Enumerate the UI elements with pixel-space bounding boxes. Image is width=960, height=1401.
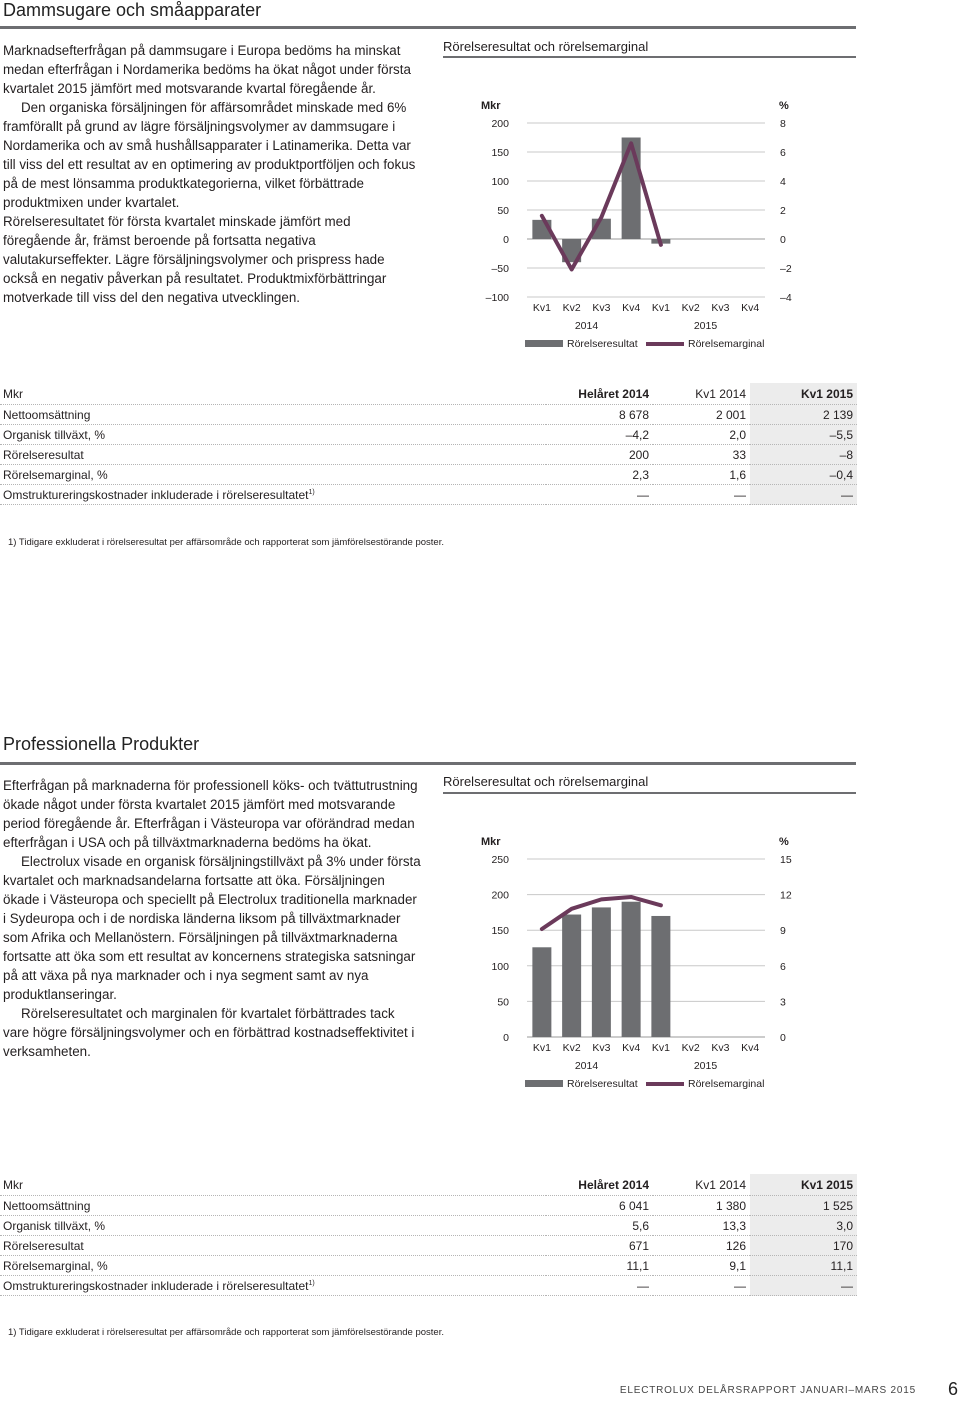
table-cell: —	[546, 485, 653, 505]
operating-income-chart	[443, 796, 856, 1096]
axis-unit-left: Mkr	[481, 100, 501, 112]
table-cell: –4,2	[546, 425, 653, 445]
table-cell: 33	[653, 445, 750, 465]
table-cell: 2,0	[653, 425, 750, 445]
axis-unit-right: %	[779, 836, 789, 848]
y-tick-label-left: 0	[503, 1032, 509, 1044]
row-label-text: Omstruktureringskostnader inkluderade i rörelseresultatet	[3, 487, 309, 502]
legend-swatch-bar	[525, 340, 563, 347]
row-label: Rörelsemarginal, %	[0, 1256, 546, 1276]
table-cell: –5,5	[750, 425, 857, 445]
table-cell: 2 139	[750, 405, 857, 425]
y-tick-label-left: –100	[485, 292, 509, 304]
footnote-marker: 1)	[308, 1279, 315, 1287]
year-label: 2014	[574, 1060, 599, 1072]
paragraph: Electrolux visade en organisk försäljningstillväxt på 3% under första kvartalet och marknadsandelarna fortsatte att öka. Försäljningen ökade i Västeuropa och speciellt på Electrolux traditionella marknader i Sydeuropa och i de nordiska länderna liksom på tillväxtmarknader som Afrika och Mellanöstern. Försäljningen på tillväxtmarknaderna fortsatte att öka som ett resultat av koncernens strategiska satsningar på att växa på nya marknader och i nya segment samt av nya produktlanseringar.	[3, 854, 421, 1002]
legend-label: Rörelseresultat	[567, 1078, 638, 1090]
legend-label: Rörelsemarginal	[688, 338, 765, 350]
y-tick-label-left: 250	[491, 854, 509, 866]
table-row	[0, 485, 857, 505]
y-tick-label-right: 3	[780, 996, 786, 1009]
table-cell: 1,6	[653, 465, 750, 485]
x-tick-label: Kv3	[711, 1042, 730, 1054]
x-tick-label: Kv4	[741, 1042, 760, 1054]
y-tick-label-right: –4	[780, 292, 792, 304]
table-cell: 8 678	[546, 405, 653, 425]
y-tick-label-right: 0	[780, 1032, 786, 1044]
chart-title: Rörelseresultat och rörelsemarginal	[443, 39, 649, 54]
y-tick-label-right: 15	[780, 854, 792, 866]
chart-divider	[443, 56, 856, 58]
operating-income-chart	[443, 60, 856, 360]
column-header: Kv1 2015	[750, 1174, 857, 1196]
legend-label: Rörelseresultat	[567, 338, 638, 350]
column-header: Helåret 2014	[546, 1174, 653, 1196]
year-label: 2015	[693, 1060, 718, 1072]
x-tick-label: Kv3	[711, 302, 730, 314]
x-tick-label: Kv3	[592, 302, 611, 314]
x-tick-label: Kv2	[562, 1042, 581, 1054]
kpi-table	[0, 383, 857, 505]
table-row	[0, 405, 857, 425]
y-tick-label-right: 6	[780, 960, 786, 973]
row-label: Rörelsemarginal, %	[0, 465, 546, 485]
table-cell: 3,0	[750, 1216, 857, 1236]
table-cell: —	[653, 1276, 750, 1296]
table-row	[0, 465, 857, 485]
table-cell: —	[653, 485, 750, 505]
y-tick-label-left: 50	[497, 205, 509, 217]
row-label	[0, 1276, 546, 1296]
legend-swatch-line	[646, 1082, 684, 1086]
y-tick-label-left: 100	[491, 960, 509, 973]
table-row	[0, 1236, 857, 1256]
table-cell: 2 001	[653, 405, 750, 425]
table-cell: 11,1	[750, 1256, 857, 1276]
x-tick-label: Kv4	[622, 1042, 641, 1054]
axis-unit-left: Mkr	[481, 836, 501, 848]
row-label: Rörelseresultat	[0, 1236, 546, 1256]
section-body	[3, 41, 421, 307]
table-row	[0, 445, 857, 465]
x-tick-label: Kv2	[681, 302, 700, 314]
x-tick-label: Kv2	[562, 302, 581, 314]
table-cell: 170	[750, 1236, 857, 1256]
table-row	[0, 1256, 857, 1276]
row-label: Organisk tillväxt, %	[0, 1216, 546, 1236]
y-tick-label-left: –50	[491, 263, 509, 275]
row-label-text: Omstruktureringskostnader inkluderade i rörelseresultatet	[3, 1278, 309, 1293]
legend-label: Rörelsemarginal	[688, 1078, 765, 1090]
table-cell: —	[750, 485, 857, 505]
column-header: Mkr	[0, 383, 546, 405]
column-header: Mkr	[0, 1174, 546, 1196]
y-tick-label-left: 150	[491, 925, 509, 938]
table-footnote: 1) Tidigare exkluderat i rörelseresultat per affärsområde och rapporterat som jämförelsestörande poster.	[8, 537, 444, 548]
y-tick-label-right: 12	[780, 889, 792, 902]
x-tick-label: Kv2	[681, 1042, 700, 1054]
table-header-row	[0, 383, 857, 405]
x-tick-label: Kv1	[532, 1042, 551, 1054]
year-label: 2014	[574, 320, 599, 332]
table-cell: 671	[546, 1236, 653, 1256]
table-cell: 11,1	[546, 1256, 653, 1276]
footnote-marker: 1)	[308, 488, 315, 496]
table-row	[0, 425, 857, 445]
x-tick-label: Kv4	[741, 302, 760, 314]
y-tick-label-right: 0	[780, 234, 786, 246]
column-header: Kv1 2014	[653, 1174, 750, 1196]
page-number: 6	[947, 1379, 958, 1399]
column-header: Kv1 2014	[653, 383, 750, 405]
table-cell: 9,1	[653, 1256, 750, 1276]
paragraph: Efterfrågan på marknaderna för professionell köks- och tvättutrustning ökade något under första kvartalet 2015 jämfört med motsvarande period föregående år. Efterfrågan i Västeuropa var oförändrad medan efterfrågan i USA och på tillväxtmarknaderna bedöms ha ökat.	[3, 778, 418, 850]
bar	[622, 902, 641, 1037]
table-cell: 1 380	[653, 1196, 750, 1216]
table-header-row	[0, 1174, 857, 1196]
table-cell: 126	[653, 1236, 750, 1256]
table-footnote: 1) Tidigare exkluderat i rörelseresultat per affärsområde och rapporterat som jämförelsestörande poster.	[8, 1327, 444, 1338]
table-cell: —	[750, 1276, 857, 1296]
year-label: 2015	[693, 320, 718, 332]
row-label: Nettoomsättning	[0, 1196, 546, 1216]
table-cell: —	[546, 1276, 653, 1296]
table-cell: 2,3	[546, 465, 653, 485]
row-label	[0, 485, 546, 505]
section-title: Professionella Produkter	[3, 734, 200, 754]
y-tick-label-right: 2	[780, 205, 786, 217]
row-label: Rörelseresultat	[0, 445, 546, 465]
x-tick-label: Kv1	[651, 1042, 670, 1054]
table-cell: 6 041	[546, 1196, 653, 1216]
column-header: Kv1 2015	[750, 383, 857, 405]
bar	[592, 907, 611, 1037]
chart-divider	[443, 792, 856, 794]
axis-unit-right: %	[779, 100, 789, 112]
kpi-table	[0, 1174, 857, 1296]
section-body	[3, 776, 421, 1061]
report-name: ELECTROLUX DELÅRSRAPPORT JANUARI–MARS 2015	[619, 1385, 916, 1396]
y-tick-label-right: 6	[780, 147, 786, 159]
section-title: Dammsugare och småapparater	[3, 0, 262, 20]
y-tick-label-right: 9	[780, 925, 786, 938]
paragraph: Rörelseresultatet för första kvartalet minskade jämfört med föregående år, främst beroende på fortsatta negativa valutakurseffekter. Lägre försäljningsvolymer och prispress hade också en negativ påverkan på resultatet. Produktmixförbättringar motverkade till viss del den negativa utvecklingen.	[3, 214, 387, 305]
paragraph: Den organiska försäljningen för affärsområdet minskade med 6% framförallt på grund av lägre försäljningsvolymer av dammsugare i Nordamerika och av små hushållsapparater i Latinamerika. Detta var till viss del ett resultat av en optimering av produktportföljen och fokus på de mest lönsamma produktkategorierna, vilket förbättrade produktmixen under kvartalet.	[3, 100, 416, 210]
x-tick-label: Kv1	[651, 302, 670, 314]
y-tick-label-right: 4	[780, 176, 786, 188]
table-cell: –8	[750, 445, 857, 465]
section-divider	[0, 26, 856, 29]
table-row	[0, 1276, 857, 1296]
table-row	[0, 1216, 857, 1236]
y-tick-label-left: 100	[491, 176, 509, 188]
column-header: Helåret 2014	[546, 383, 653, 405]
table-row	[0, 1196, 857, 1216]
bar	[532, 947, 551, 1037]
row-label: Organisk tillväxt, %	[0, 425, 546, 445]
paragraph: Marknadsefterfrågan på dammsugare i Europa bedöms ha minskat medan efterfrågan i Nordamerika bedöms ha ökat något under första kvartalet 2015 jämfört med motsvarande kvartal föregående år.	[3, 43, 411, 96]
table-cell: 5,6	[546, 1216, 653, 1236]
legend-swatch-line	[646, 342, 684, 346]
y-tick-label-left: 50	[497, 996, 509, 1009]
section-divider	[0, 762, 856, 765]
y-tick-label-left: 200	[491, 118, 509, 130]
chart-title: Rörelseresultat och rörelsemarginal	[443, 774, 649, 789]
x-tick-label: Kv3	[592, 1042, 611, 1054]
paragraph: Rörelseresultatet och marginalen för kvartalet förbättrades tack vare högre försäljningsvolymer och en förbättrad kostnadseffektivitet i verksamheten.	[3, 1006, 415, 1059]
table-cell: 1 525	[750, 1196, 857, 1216]
table-cell: 13,3	[653, 1216, 750, 1236]
table-cell: 200	[546, 445, 653, 465]
x-tick-label: Kv1	[532, 302, 551, 314]
x-tick-label: Kv4	[622, 302, 641, 314]
series-line	[542, 143, 661, 269]
bar	[622, 138, 641, 240]
y-tick-label-left: 0	[503, 234, 509, 246]
y-tick-label-left: 150	[491, 147, 509, 159]
row-label: Nettoomsättning	[0, 405, 546, 425]
y-tick-label-left: 200	[491, 889, 509, 902]
legend-swatch-bar	[525, 1080, 563, 1087]
bar	[562, 915, 581, 1037]
y-tick-label-right: 8	[780, 118, 786, 130]
page-footer	[0, 1379, 960, 1401]
table-cell: –0,4	[750, 465, 857, 485]
y-tick-label-right: –2	[780, 263, 792, 275]
bar	[651, 916, 670, 1037]
